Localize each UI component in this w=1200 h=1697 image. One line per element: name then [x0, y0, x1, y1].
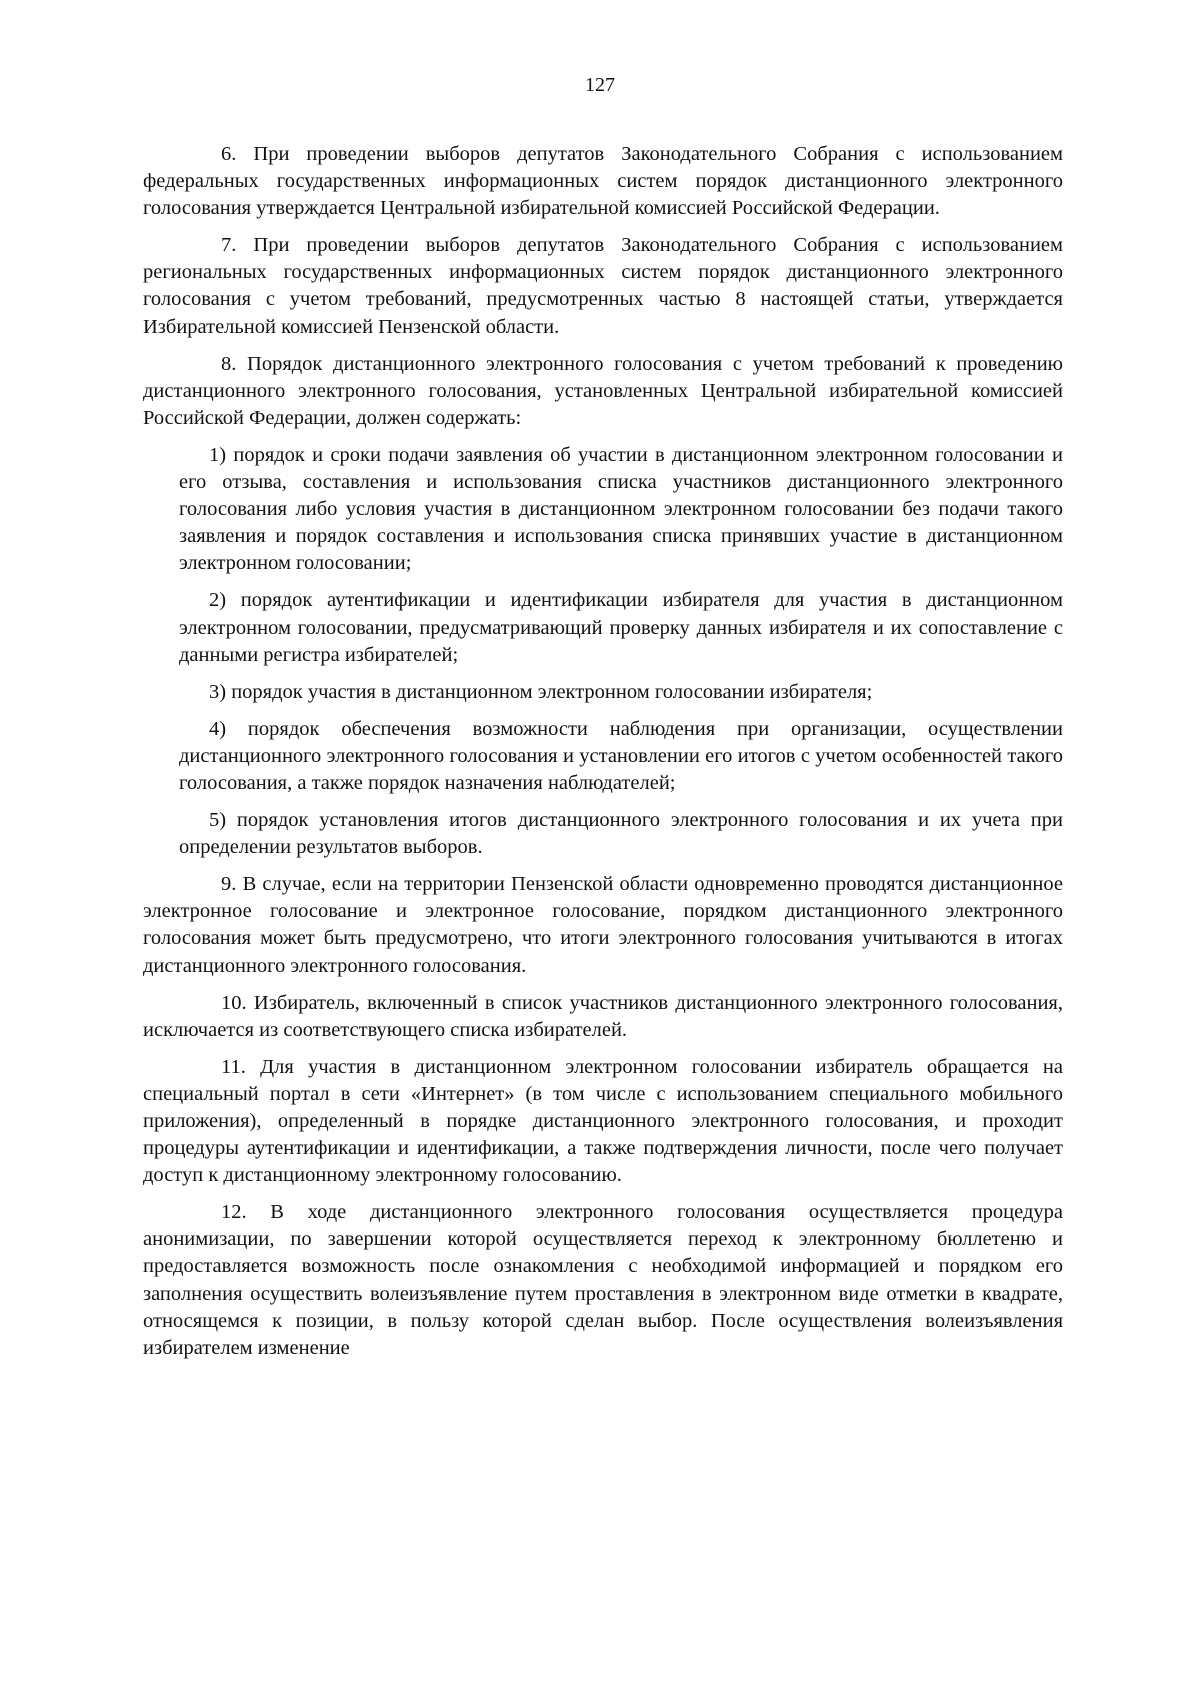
list-item-5: 5) порядок установления итогов дистанционного электронного голосования и их учета при определении результатов выборов.	[179, 809, 1063, 859]
paragraph-8: 8. Порядок дистанционного электронного голосования с учетом требований к проведению дистанционного электронного голосования, установленных Центральной избирательной комиссией Российской Федерации, должен содержать:	[143, 352, 1063, 429]
paragraph-11: 11. Для участия в дистанционном электронном голосовании избиратель обращается на специальный портал в сети «Интернет» (в том числе с использованием специального мобильного приложения), определенный в порядке дистанционного электронного голосования, и проходит процедуры аутентификации и идентификации, а также подтверждения личности, после чего получает доступ к дистанционному электронному голосованию.	[143, 1055, 1063, 1187]
paragraph-12: 12. В ходе дистанционного электронного голосования осуществляется процедура анонимизации, по завершении которой осуществляется переход к электронному бюллетеню и предоставляется возможность после ознакомления с необходимой информацией и порядком его заполнения осуществить волеизъявление путем проставления в электронном виде отметки в квадрате, относящемся к позиции, в пользу которой сделан выбор. После осуществления волеизъявления избирателем изменение	[143, 1201, 1063, 1359]
paragraph-10: 10. Избиратель, включенный в список участников дистанционного электронного голосования, исключается из соответствующего списка избирателей.	[143, 991, 1063, 1041]
document-body	[143, 141, 1063, 1372]
list-item-2: 2) порядок аутентификации и идентификации избирателя для участия в дистанционном электронном голосовании, предусматривающий проверку данных избирателя и их сопоставление с данными регистра избирателей;	[179, 589, 1063, 666]
paragraph-9: 9. В случае, если на территории Пензенской области одновременно проводятся дистанционное электронное голосование и электронное голосование, порядком дистанционного электронного голосования может быть предусмотрено, что итоги электронного голосования учитываются в итогах дистанционного электронного голосования.	[143, 873, 1063, 977]
paragraph-7: 7. При проведении выборов депутатов Законодательного Собрания с использованием региональных государственных информационных систем порядок дистанционного электронного голосования с учетом требований, предусмотренных частью 8 настоящей статьи, утверждается Избирательной комиссией Пензенской области.	[143, 234, 1063, 338]
list-item-3: 3) порядок участия в дистанционном электронном голосовании избирателя;	[209, 680, 873, 703]
page-number: 127	[585, 74, 615, 96]
list-item-4: 4) порядок обеспечения возможности наблюдения при организации, осуществлении дистанционного электронного голосования и установлении его итогов с учетом особенностей такого голосования, а также порядок назначения наблюдателей;	[179, 717, 1063, 794]
list-item-1: 1) порядок и сроки подачи заявления об участии в дистанционном электронном голосовании и его отзыва, составления и использования списка участников дистанционного электронного голосования либо условия участия в дистанционном электронном голосовании без подачи такого заявления и порядок составления и использования списка принявших участие в дистанционном электронном голосовании;	[179, 443, 1063, 575]
paragraph-6: 6. При проведении выборов депутатов Законодательного Собрания с использованием федеральных государственных информационных систем порядок дистанционного электронного голосования утверждается Центральной избирательной комиссией Российской Федерации.	[143, 143, 1063, 220]
